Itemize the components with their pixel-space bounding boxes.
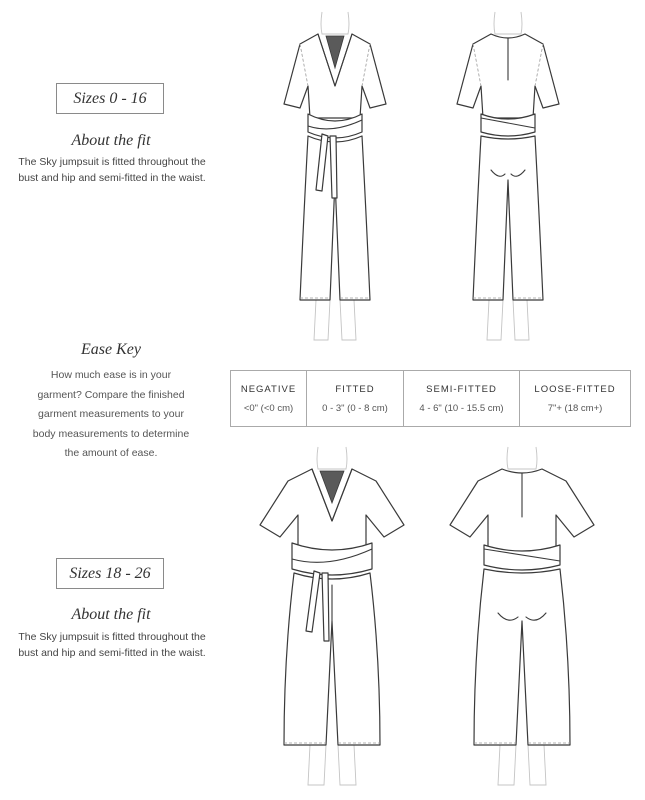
size-range-label-top: Sizes 0 - 16: [56, 83, 164, 114]
size-range-label-bottom: Sizes 18 - 26: [56, 558, 164, 589]
jumpsuit-back-illustration-plus: [444, 445, 599, 790]
about-fit-text-bottom: [7, 629, 217, 661]
fit-line: The Sky jumpsuit is fitted throughout the: [18, 156, 206, 168]
jumpsuit-front-illustration-plus: [254, 445, 409, 790]
ease-header: SEMI-FITTED: [426, 383, 497, 395]
ease-key-title: Ease Key: [81, 341, 141, 358]
jumpsuit-back-illustration-standard: [443, 10, 573, 345]
ease-cell-negative: [231, 371, 307, 427]
ease-value: 0 - 3" (0 - 8 cm): [322, 402, 388, 414]
fit-line: bust and hip and semi-fitted in the waist.: [18, 647, 206, 659]
jumpsuit-front-illustration-standard: [270, 10, 400, 345]
ease-value: 7"+ (18 cm+): [547, 402, 603, 414]
ease-line: garment measurements to your: [38, 408, 184, 420]
ease-header: NEGATIVE: [240, 383, 297, 395]
ease-line: garment? Compare the finished: [37, 388, 185, 401]
ease-line: body measurements to determine: [32, 427, 190, 440]
about-fit-heading-bottom: About the fit: [71, 606, 151, 623]
ease-line: How much ease is in your: [50, 369, 172, 381]
ease-key-description: [21, 366, 201, 464]
ease-cell-fitted: [307, 371, 404, 427]
about-fit-text-top: [7, 154, 217, 186]
ease-value: <0" (<0 cm): [243, 402, 294, 414]
fit-line: The Sky jumpsuit is fitted throughout the: [18, 631, 206, 643]
ease-cell-semi-fitted: [404, 371, 520, 427]
ease-key-table: [230, 370, 631, 427]
about-fit-heading-top: About the fit: [71, 132, 151, 149]
fit-line: bust and hip and semi-fitted in the waist.: [18, 172, 206, 184]
ease-line: the amount of ease.: [64, 447, 158, 459]
ease-cell-loose-fitted: [520, 371, 631, 427]
ease-header: LOOSE-FITTED: [534, 383, 616, 395]
ease-value: 4 - 6" (10 - 15.5 cm): [419, 402, 504, 414]
ease-header: FITTED: [335, 383, 375, 395]
